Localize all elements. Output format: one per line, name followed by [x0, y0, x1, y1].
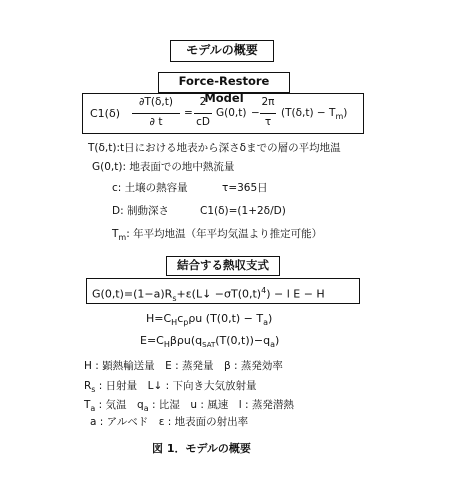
legend-row-3-sub2: a [143, 404, 149, 414]
eq4-mid: (T(0,t))−q [215, 334, 271, 347]
eq2-tail: ) − l E − H [266, 287, 325, 301]
eq1-tail-main: (T(δ,t) − T [281, 107, 336, 119]
eq1-frac3-line [260, 113, 276, 114]
eq4-rest: βρu(q [169, 334, 203, 347]
legend-row-3 [84, 399, 294, 415]
definition-line-5-post: : 年平均地温（年平均気温より推定可能） [126, 228, 323, 240]
eq4-sub3: a [270, 340, 276, 350]
eq2-sub: s [172, 293, 177, 303]
model-overview-title-box [170, 40, 274, 62]
eq3-mid: c [177, 312, 184, 325]
eq4-sub2: SAT [202, 341, 216, 350]
eq1-lhs: C1(δ) [90, 107, 120, 120]
eq4-sub1: H [163, 340, 170, 350]
eq1-frac1-den: ∂ t [149, 116, 163, 128]
eq1-tail [281, 107, 347, 123]
eq2-sup: 4 [261, 286, 267, 295]
eq1-frac1-num: ∂T(δ,t) [139, 96, 173, 108]
eq3-sub2: p [183, 318, 189, 328]
evaporation-equation [140, 334, 279, 352]
heat-balance-title: 結合する熱収支式 [177, 258, 269, 272]
eq1-frac3-den: τ [264, 116, 272, 128]
eq2-rest: +ε(L↓ −σT(0,t) [176, 287, 262, 301]
definition-line-3b: τ=365日 [222, 182, 268, 194]
model-overview-title: モデルの概要 [186, 43, 258, 57]
definition-line-4a: D: 制動深さ [112, 205, 169, 217]
force-restore-title: Force-Restore Model [178, 74, 270, 105]
heat-balance-title-box [166, 256, 280, 276]
legend-row-2-post: : 日射量 L↓ : 下向き大気放射量 [95, 380, 257, 392]
eq3-main: H=C [146, 312, 172, 325]
legend-row-2-pre: R [84, 380, 92, 392]
sensible-heat-equation [146, 312, 272, 329]
definition-line-1: T(δ,t):t日における地表から深さδまでの層の平均地温 [88, 142, 341, 154]
eq1-frac2-num: 2 [199, 96, 207, 108]
eq3-sub3: a [263, 318, 269, 328]
eq1-tail-close: ) [343, 107, 348, 119]
legend-row-2-sub: s [91, 385, 96, 395]
eq1-minus: − [251, 107, 260, 119]
eq4-close: ) [275, 334, 280, 347]
eq3-sub1: H [171, 318, 178, 328]
eq1-equals: = [184, 107, 193, 119]
eq3-rest: ρu (T(0,t) − T [188, 312, 264, 325]
eq1-tail-sub: m [335, 112, 344, 122]
legend-row-4: a : アルベド ε : 地表面の射出率 [90, 416, 249, 428]
legend-row-1: H : 顕熱輸送量 E : 蒸発量 β : 蒸発効率 [84, 360, 283, 372]
eq1-frac2-line [194, 113, 212, 114]
heat-balance-equation [92, 284, 325, 305]
definition-line-2: G(0,t): 地表面での地中熱流量 [92, 161, 235, 173]
legend-row-3-pre: T [84, 399, 91, 411]
legend-row-2 [84, 380, 257, 396]
legend-row-3-mid: : 気温 q [95, 399, 144, 411]
legend-row-3-sub: a [90, 404, 96, 414]
eq2-main: G(0,t)=(1−a)R [92, 287, 173, 301]
eq4-main: E=C [140, 334, 164, 347]
eq1-term-g: G(0,t) [216, 107, 247, 119]
eq1-frac3-num: 2π [261, 96, 275, 108]
eq1-frac1-line [132, 113, 180, 114]
definition-line-4b: C1(δ)=(1+2δ/D) [200, 205, 286, 217]
eq3-close: ) [268, 312, 273, 325]
definition-line-3a: c: 土壌の熱容量 [112, 182, 188, 194]
figure-caption: 図 1．モデルの概要 [152, 442, 251, 455]
eq1-frac2-den: cD [196, 116, 210, 128]
legend-row-3-post: : 比湿 u : 風速 l : 蒸発潜熱 [148, 399, 294, 411]
definition-line-5 [112, 228, 322, 244]
definition-line-5-pre: T [112, 228, 119, 240]
definition-line-5-sub: m [118, 233, 127, 243]
